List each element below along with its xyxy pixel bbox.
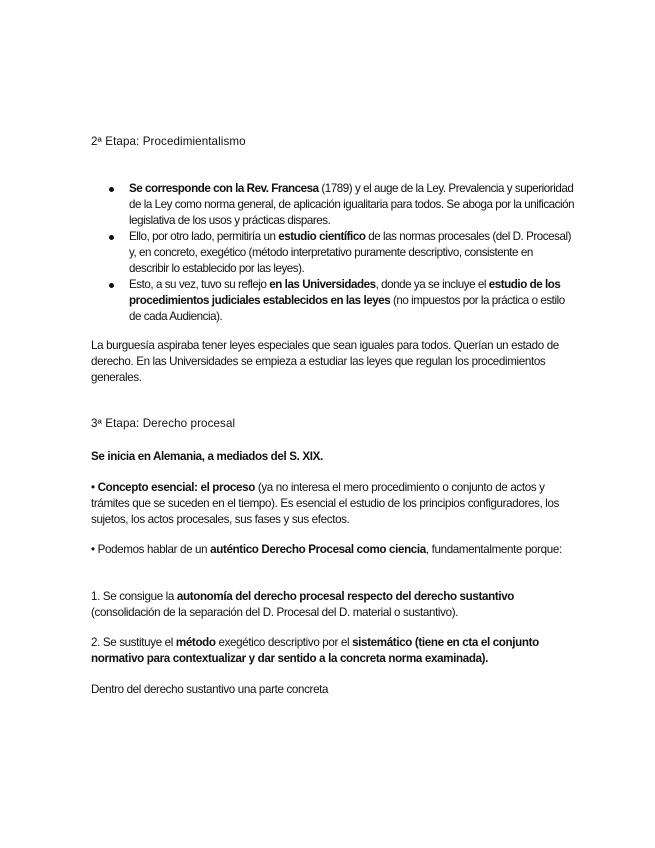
bullet-mark: • (91, 481, 95, 494)
bold-text: autonomía del derecho procesal respecto del derecho sustantivo (176, 590, 515, 603)
bold-text: sistemático (tiene en cta el conjunto normativo para contextualizar y dar sentido a la concreta norma examinada). (91, 636, 539, 665)
etapa3-intro (91, 449, 571, 465)
text-span: (ya no interesa el mero procedimiento o conjunto de actos y trámites que se suceden en el tiempo). Es esencial el estudio de los principios configuradores, los sujetos, los actos procesales, sus fases y sus efectos. (91, 481, 560, 526)
bold-text: estudio científico (278, 230, 366, 243)
etapa2-bullet-list (91, 181, 575, 325)
text-span: Ello, por otro lado, permitiría un (129, 230, 279, 243)
text-span: 1. Se consigue la (91, 590, 177, 603)
text-span: (consolidación de la separación del D. Procesal del D. material o sustantivo). (91, 606, 459, 619)
text-span: de las normas procesales (del D. Procesal) y, en concreto, exegético (método interpretativo puramente descriptivo, consistente en describir lo establecido por las leyes). (129, 230, 572, 275)
text-span: (no impuestos por la práctica o estilo de cada Audiencia). (129, 294, 565, 323)
bold-text: método (175, 636, 216, 649)
text-span: Esto, a su vez, tuvo su reflejo (129, 278, 270, 291)
text-span: , donde ya se incluye el (375, 278, 489, 291)
etapa2-heading: 2ª Etapa: Procedimientalismo (91, 135, 246, 148)
list-item (91, 229, 575, 277)
bold-text: auténtico Derecho Procesal como ciencia (210, 543, 426, 556)
concepto-paragraph (91, 480, 571, 528)
text-span: (1789) y el auge de la Ley. Prevalencia y superioridad de la Ley como norma general, de aplicación igualitaria para todos. Se aboga por la unificación legislativa de los usos y prácticas dispares. (129, 182, 575, 227)
text-span: Podemos hablar de un (97, 543, 211, 556)
point-2-paragraph (91, 635, 571, 667)
point-1-paragraph (91, 589, 571, 621)
list-item (91, 277, 575, 325)
bullet-mark: • (91, 543, 95, 556)
bold-text: en las Universidades (269, 278, 376, 291)
list-item (91, 181, 575, 229)
bold-text: Se inicia en Alemania, a mediados del S. XIX. (91, 450, 323, 463)
text-span: exegético descriptivo por el (215, 636, 353, 649)
text-span: , fundamentalmente porque: (425, 543, 562, 556)
etapa3-heading: 3ª Etapa: Derecho procesal (91, 417, 236, 430)
bold-text: estudio de los procedimientos judiciales establecidos en las leyes (129, 278, 561, 307)
etapa2-paragraph: La burguesía aspiraba tener leyes especiales que sean iguales para todos. Querían un estado de derecho. En las Universidades se empieza a estudiar las leyes que regulan los procedimientos generales. (91, 339, 559, 384)
ciencia-paragraph (91, 542, 571, 558)
bold-text: Concepto esencial: el proceso (97, 481, 255, 494)
closing-paragraph: Dentro del derecho sustantivo una parte concreta (91, 683, 329, 696)
bold-text: Se corresponde con la Rev. Francesa (129, 182, 319, 195)
text-span: 2. Se sustituye el (91, 636, 176, 649)
